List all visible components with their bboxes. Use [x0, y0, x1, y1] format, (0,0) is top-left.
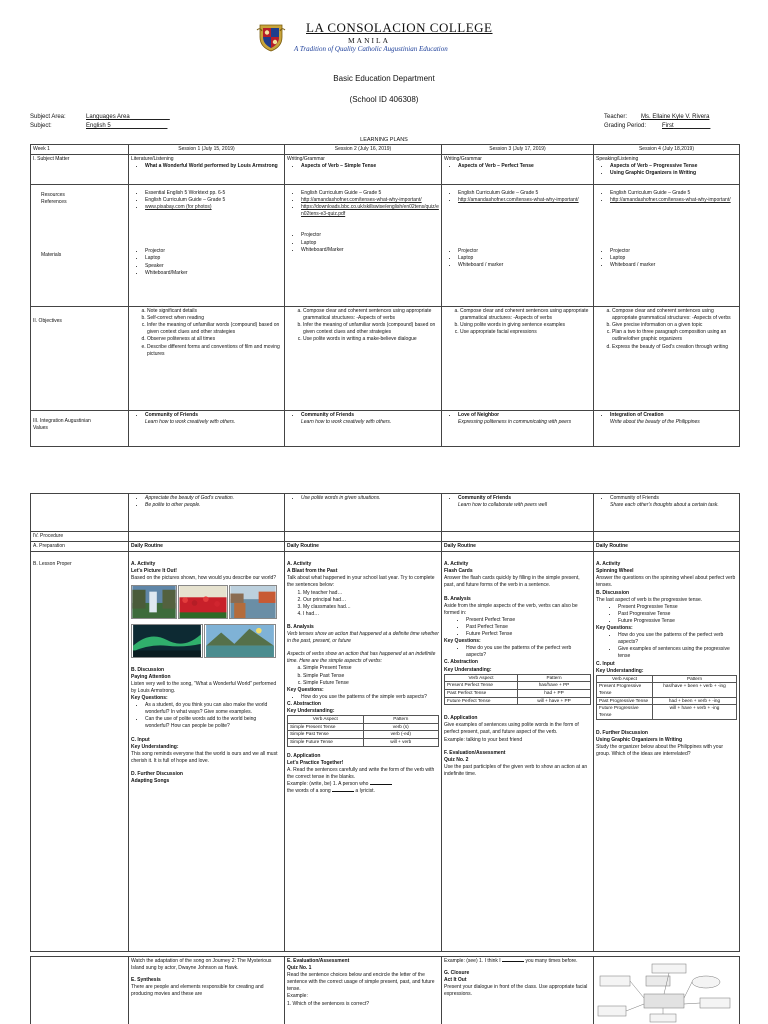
table-row [288, 716, 439, 724]
page-3 [0, 954, 768, 1024]
table-cell: will + verb [363, 739, 439, 747]
table-cell: Present Perfect Tense [445, 682, 518, 690]
cell [129, 494, 285, 532]
list-item: • Laptop [301, 240, 439, 247]
session-3-continued [442, 957, 594, 1024]
cell [442, 307, 594, 411]
cell [129, 307, 285, 411]
learning-plans-title: LEARNING PLANS [360, 137, 408, 143]
further-title: Using Graphic Organizers in Writing [596, 736, 683, 743]
list-item: c. Infer the meaning of unfamiliar words (compound) based on given context clues and other strategies [147, 322, 282, 336]
cell [442, 185, 594, 307]
skill-type: Speaking/Listening [596, 156, 639, 163]
topic: Using Graphic Organizers in Writing [610, 170, 697, 177]
application-text: Give examples of sentences using polite words in the form of perfect present, past, and future aspect of the verb. [444, 722, 579, 736]
school-id: (School ID 406308) [349, 95, 419, 104]
answer-blank [370, 784, 392, 785]
empty-cell [442, 532, 594, 542]
discussion-heading: B. Discussion [596, 589, 630, 596]
application-text: A. Read the sentences carefully and write the form of the verb with the correct tense in the blanks. [287, 766, 435, 781]
list-item: b. Using polite words in giving sentence examples [460, 322, 591, 329]
cell [594, 494, 740, 532]
activity-heading: A. Activity [444, 561, 469, 568]
further-heading: D. Further Discussion [131, 770, 183, 777]
table-row [597, 683, 737, 697]
activity-title: Spinning Wheel [596, 568, 634, 575]
session-2-procedure [285, 552, 442, 952]
learning-plan-table-2 [30, 493, 740, 952]
list-item: • Past Perfect Tense [466, 624, 591, 631]
list-item: d. Observe politeness at all times [147, 336, 282, 343]
discussion-text: The last aspect of verb is the progressive tense. [596, 596, 703, 603]
value-text: Learn how to work creatively with others. [145, 419, 236, 426]
discussion-text: Listen very well to the song, "What a Wonderful World" performed by Louis Armstrong. [131, 680, 277, 694]
activity-heading: A. Activity [596, 561, 621, 568]
table-row [288, 731, 439, 739]
daily-routine: Daily Routine [442, 542, 594, 552]
list-item: • Whiteboard / marker [458, 262, 591, 269]
input-text: This song reminds everyone that the world is ours and we all must cherish it. It is full of hope and love. [131, 750, 278, 764]
analysis-text: Aside from the simple aspects of the verb, verbs can also be formed in: [444, 602, 578, 616]
mini-header: Verb Aspect [288, 716, 364, 724]
topic: Aspects of Verb – Simple Tense [301, 163, 377, 170]
session-4-header: Session 4 (July 18,2019) [594, 145, 740, 155]
application-heading: D. Application [444, 715, 478, 722]
table-cell: has/have + PP [518, 682, 591, 690]
synthesis-heading: E. Synthesis [131, 977, 161, 984]
table-cell: Simple Present Tense [288, 723, 364, 731]
activity-title: Flash Cards [444, 568, 473, 575]
cell [285, 494, 442, 532]
resources-materials-label [31, 185, 129, 307]
mini-header: Pattern [653, 675, 737, 683]
cell [285, 155, 442, 185]
subject-area-value: Languages Area [86, 114, 130, 120]
grading-field: Grading Period: First___________ [604, 123, 711, 129]
list-item: • Can the use of polite words add to the world being wonderful? How can people be polite? [145, 716, 282, 730]
session-3-procedure [442, 552, 594, 952]
list-item: b. Infer the meaning of unfamiliar words (compound) based on given context clues and other strategies [303, 322, 439, 336]
preparation-label: A. Preparation [31, 542, 129, 552]
value-text: Be polite to other people. [145, 502, 201, 509]
analysis-heading: B. Analysis [287, 623, 314, 630]
college-seal-icon [256, 22, 286, 52]
page-2 [0, 476, 768, 946]
table-cell: Past Perfect Tense [445, 689, 518, 697]
abstraction-heading: C. Abstraction [287, 700, 321, 707]
session-1-procedure [129, 552, 285, 952]
skill-type: Writing/Grammar [444, 156, 482, 163]
key-questions-label: Key Questions: [596, 625, 633, 632]
subject-label: Subject: [30, 123, 52, 129]
input-heading: C. Input [596, 660, 615, 667]
list-item: d. Express the beauty of God's creation through writing [612, 344, 737, 351]
table-row [445, 689, 591, 697]
skill-type: Writing/Grammar [287, 156, 325, 163]
resources-row [31, 185, 740, 307]
pixabay-link[interactable]: www.pixabay.com (for photos) [145, 204, 212, 211]
mini-header: Pattern [363, 716, 439, 724]
activity-title: Let's Picture It Out! [131, 568, 177, 575]
list-item: 2. Our principal had… [303, 597, 439, 604]
session-3-header: Session 3 (July 17, 2019) [442, 145, 594, 155]
further-title: Adapting Songs [131, 777, 170, 784]
table-cell: Present Progressive Tense [597, 683, 653, 697]
table-cell: had + been + verb + -ing [653, 697, 737, 705]
mini-header: Verb Aspect [597, 675, 653, 683]
list-item: • Essential English 5 Worktext pp. 6-5 [145, 190, 282, 197]
amandashofner-link[interactable]: http://amandashofner.com/tenses-what-why-important/ [610, 197, 731, 204]
application-heading: D. Application [287, 752, 321, 759]
cell [594, 307, 740, 411]
department-title: Basic Education Department [333, 74, 435, 83]
amandashofner-link[interactable]: http://amandashofner.com/tenses-what-why-important/ [458, 197, 579, 204]
daily-routine: Daily Routine [285, 542, 442, 552]
table-cell: Future Progressive Tense [597, 705, 653, 719]
list-item: • How do you use the patterns of the simple verb aspects? [301, 694, 439, 701]
evaluation-heading: E. Evaluation/Assessment [287, 958, 350, 964]
amandashofner-link[interactable]: http://amandashofner.com/tenses-what-why-important/ [301, 197, 422, 204]
table-cell: has/have + been + verb + -ing [653, 683, 737, 697]
example-label: Example: [287, 993, 308, 1000]
example-text: you many times before. [525, 958, 578, 964]
list-item: e. Describe different forms and conventions of film and moving pictures [147, 344, 282, 358]
list-item: 3. My classmates had… [303, 604, 439, 611]
example-text: Example: (see) 1. I think I [444, 958, 501, 964]
list-item: 4. I had… [303, 611, 439, 618]
adaptation-text: Watch the adaptation of the song on Journey 2: The Mysterious Island sung by actor, Dwayne Johnson as Hawk. [131, 958, 272, 972]
activity-text: Talk about what happened in your school last year. Try to complete the sentences below: [287, 575, 435, 589]
table-cell: verb (-ed) [363, 731, 439, 739]
session-1-continued [129, 957, 285, 1024]
preparation-row [31, 542, 740, 552]
key-understanding-label: Key Understanding: [287, 707, 335, 714]
closure-text: Present your dialogue in front of the class. Use appropriate facial expressions. [444, 984, 588, 998]
quiz-title: Quiz No. 2 [444, 756, 469, 763]
table-row [445, 682, 591, 690]
topic: Aspects of Verb – Progressive Tense [610, 163, 698, 170]
table-cell: verb (s) [363, 723, 439, 731]
learning-plan-table-1 [30, 144, 740, 447]
list-item: • How do you use the patterns of the perfect verb aspects? [618, 632, 737, 646]
value-text: Write about the beauty of the Philippines [610, 419, 700, 426]
lake-city-photo [229, 585, 277, 619]
application-title: Let's Practice Together! [287, 759, 344, 766]
college-city: MANILA [348, 36, 390, 45]
list-item: • Projector [610, 248, 737, 255]
table-cell: Future Perfect Tense [445, 697, 518, 705]
table-cell: had + PP [518, 689, 591, 697]
question-text: 1. Which of the sentences is correct? [287, 1000, 369, 1007]
list-item: • How do you use the patterns of the perfect verb aspects? [466, 645, 591, 659]
value-title: Love of Neighbor [458, 412, 500, 419]
skill-type: Literature/Listening [131, 156, 174, 163]
subject-matter-row [31, 155, 740, 185]
cell [285, 411, 442, 447]
row-label: III. Integration Augustinian Values [33, 418, 91, 432]
subject-matter-label [31, 155, 129, 185]
key-understanding-label: Key Understanding: [131, 743, 179, 750]
lesson-proper-row [31, 552, 740, 952]
discussion-heading: B. Discussion [131, 666, 165, 673]
session-2-continued [285, 957, 442, 1024]
discussion-title: Paying Attention [131, 673, 171, 680]
answer-blank [502, 961, 524, 962]
list-item: • English Curriculum Guide – Grade 5 [458, 190, 591, 197]
list-item: • Give examples of sentences using the progressive tense [618, 646, 737, 660]
aurora-photo [131, 624, 203, 658]
procedure-row [31, 532, 740, 542]
list-item: • Laptop [145, 255, 282, 262]
daily-routine: Daily Routine [594, 542, 740, 552]
table-row [597, 675, 737, 683]
procedure-label: IV. Procedure [31, 532, 129, 542]
grading-label: Grading Period: [604, 123, 647, 129]
key-questions-label: Key Questions: [444, 638, 481, 645]
empty-cell [31, 494, 129, 532]
quiz-title: Quiz No. 1 [287, 965, 312, 972]
abstraction-heading: C. Abstraction [444, 659, 478, 666]
example-text: the words of a song [287, 788, 331, 795]
cell [129, 411, 285, 447]
page-1 [0, 0, 768, 468]
list-item: • Whiteboard / marker [610, 262, 737, 269]
closure-title: Act It Out [444, 977, 467, 984]
table-cell: Simple Future Tense [288, 739, 364, 747]
list-item: c. Plan a two to three paragraph composition using an outline/other graphic organizers [612, 329, 737, 343]
college-name: LA CONSOLACION COLLEGE [306, 20, 493, 35]
topic: What a Wonderful World performed by Louis Armstrong [145, 163, 278, 170]
key-questions-label: Key Questions: [131, 695, 168, 702]
aspects-text: Aspects of verbs show an action that has happened at an indefinite time. Here are the simple aspects of verbs: [287, 651, 436, 665]
simple-tense-table [287, 715, 439, 747]
table-row [288, 739, 439, 747]
list-item: • As a student, do you think you can also make the world wonderful? In what ways? Give some examples. [145, 702, 282, 716]
list-item: 1. My teacher had… [303, 590, 439, 597]
list-item: c. Use polite words in writing a make-believe dialogue [303, 336, 439, 343]
list-item: • English Curriculum Guide – Grade 5 [301, 190, 439, 197]
table-row [597, 705, 737, 719]
daily-routine: Daily Routine [129, 542, 285, 552]
value-text: Use polite words in given situations. [301, 495, 381, 501]
value-title: Community of Friends [301, 412, 355, 419]
teacher-label: Teacher: [604, 114, 628, 120]
value-title: Community of Friends [145, 412, 199, 419]
list-item: • English Curriculum Guide – Grade 5 [145, 197, 282, 204]
list-item: • Projector [145, 248, 282, 255]
cell [594, 185, 740, 307]
row-label: II. Objectives [33, 318, 62, 325]
activity-heading: A. Activity [287, 561, 312, 568]
grading-value: First [662, 123, 674, 129]
list-item: b. Self-correct when reading [147, 315, 282, 322]
row-label: B. Lesson Proper [33, 561, 72, 568]
answer-blank [332, 791, 354, 792]
activity-text: Based on the pictures shown, how would you describe our world? [131, 575, 277, 582]
integration-label [31, 411, 129, 447]
topic: Aspects of Verb – Perfect Tense [458, 163, 534, 170]
analysis-text: Verb tenses show an action that happened at a definite time whether in the past, present, or future [287, 631, 439, 645]
list-item: • Projector [458, 248, 591, 255]
table-cell: will + have + PP [518, 697, 591, 705]
table-header-row [31, 145, 740, 155]
empty-cell [594, 532, 740, 542]
philippines-graphic-organizer [596, 962, 736, 1024]
resources-label: Resources References [41, 192, 67, 206]
list-item: • Future Perfect Tense [466, 631, 591, 638]
list-item: a. Simple Present Tense [303, 665, 439, 672]
activity-text: Answer the flash cards quickly by filling in the simple present, past, and future forms of the verb in a sentence. [444, 575, 580, 589]
college-tagline: A Tradition of Quality Catholic Augustinian Education [294, 45, 448, 53]
waterfall-photo [131, 585, 177, 619]
table-cell: Simple Past Tense [288, 731, 364, 739]
synthesis-text: There are people and elements responsible for creating and producing movies and these are [131, 984, 264, 998]
value-text: Share each other's thoughts about a certain task. [610, 502, 719, 509]
key-questions-label: Key Questions: [287, 686, 324, 693]
bbc-quiz-link[interactable]: https://downloads.bbc.co.uk/skillswise/english/en02tens/quiz/en02tens-e3-quiz.pdf [301, 204, 439, 218]
mountain-lake-photo [204, 624, 276, 658]
cell [285, 307, 442, 411]
values-continued-row [31, 494, 740, 532]
list-item: c. Simple Future Tense [303, 680, 439, 687]
session-1-header: Session 1 (July 15, 2019) [129, 145, 285, 155]
mini-header: Verb Aspect [445, 674, 518, 682]
mini-header: Pattern [518, 674, 591, 682]
list-item: b. Simple Past Tense [303, 673, 439, 680]
integration-row [31, 411, 740, 447]
session-2-header: Session 2 (July 16, 2019) [285, 145, 442, 155]
empty-cell [31, 957, 129, 1024]
list-item: • Past Progressive Tense [618, 611, 737, 618]
activity-heading: A. Activity [131, 561, 156, 568]
empty-cell [129, 532, 285, 542]
cell [129, 155, 285, 185]
table-row [288, 723, 439, 731]
list-item: • Present Progressive Tense [618, 604, 737, 611]
list-item: a. Note significant details [147, 308, 282, 315]
table-row [445, 674, 591, 682]
materials-label: Materials [41, 252, 62, 259]
document-header [0, 0, 768, 163]
value-text: Learn how to collaborate with peers well [458, 502, 547, 509]
week-header: Week 1 [31, 145, 129, 155]
list-item: • English Curriculum Guide – Grade 5 [610, 190, 737, 197]
value-text: Learn how to work creatively with others. [301, 419, 392, 426]
activity-title: A Blast from the Past [287, 568, 338, 575]
list-item: b. Give precise information on a given topic [612, 322, 737, 329]
list-item: • Projector [301, 232, 439, 239]
cell [285, 185, 442, 307]
list-item: • Whiteboard/Marker [145, 270, 282, 277]
teacher-value: Ms. Ellaine Kyle V. Rivera [641, 114, 710, 120]
value-text: Expressing politeness in communicating with peers [458, 419, 572, 426]
closure-heading: G. Closure [444, 970, 470, 977]
objectives-label [31, 307, 129, 411]
perfect-tense-table [444, 674, 591, 706]
quiz-text: Read the sentence choices below and encircle the letter of the sentence with the correct usage of simple present, past, and future tense. [287, 972, 435, 993]
cell [442, 494, 594, 532]
teacher-field [604, 114, 709, 120]
list-item: • Present Perfect Tense [466, 617, 591, 624]
list-item: • Whiteboard/Marker [301, 247, 439, 254]
cell [442, 155, 594, 185]
world-photos [131, 584, 281, 660]
quiz-text: Use the past participles of the given verb to show an action at an indefinite time. [444, 763, 588, 777]
value-title: Community of Friends [610, 495, 659, 501]
session-4-procedure [594, 552, 740, 952]
value-title: Integration of Creation [610, 412, 664, 419]
list-item: c. Use appropriate facial expressions [460, 329, 591, 336]
key-understanding-label: Key Understanding: [596, 667, 644, 674]
cell [129, 185, 285, 307]
subject-field: Subject: English 5_________________ [30, 123, 168, 129]
subject-value: English 5 [86, 123, 111, 129]
lesson-proper-label [31, 552, 129, 952]
list-item: • Laptop [458, 255, 591, 262]
example-text: Example: talking to your best friend [444, 736, 523, 743]
list-item: • Laptop [610, 255, 737, 262]
further-text: Study the organizer below about the Philippines with your group. Which of the ideas are interrelated? [596, 743, 724, 757]
evaluation-heading: F. Evaluation/Assessment [444, 749, 506, 756]
table-cell: will + have + verb + -ing [653, 705, 737, 719]
input-heading: C. Input [131, 736, 150, 743]
progressive-tense-table [596, 675, 737, 720]
table-row [445, 697, 591, 705]
list-item: a. Compose clear and coherent sentences using appropriate grammatical structures: -Aspects of verbs [460, 308, 591, 322]
key-understanding-label: Key Understanding: [444, 666, 492, 673]
value-title: Community of Friends [458, 495, 512, 501]
objectives-row [31, 307, 740, 411]
cell [594, 155, 740, 185]
list-item: a. Compose clear and coherent sentences using appropriate grammatical structures: -Aspects of verbs [303, 308, 439, 322]
activity-text: Answer the questions on the spinning wheel about perfect verb tenses. [596, 575, 736, 589]
value-text: Appreciate the beauty of God's creation. [145, 495, 235, 501]
row-label: I. Subject Matter [33, 156, 70, 163]
cell [442, 411, 594, 447]
subject-area-field: Subject Area: Languages Area____________ [30, 114, 170, 120]
example-text: a lyricist. [355, 788, 375, 795]
tulip-field-photo [178, 585, 228, 619]
subject-area-label: Subject Area: [30, 114, 66, 120]
list-item: • Speaker [145, 263, 282, 270]
table-row [597, 697, 737, 705]
cell [594, 411, 740, 447]
table-cell: Past Progressive Tense [597, 697, 653, 705]
further-heading: D. Further Discussion [596, 729, 648, 736]
list-item: a. Compose clear and coherent sentences using appropriate grammatical structures: -Aspects of verbs [612, 308, 737, 322]
empty-cell [285, 532, 442, 542]
list-item: • Future Progressive Tense [618, 618, 737, 625]
analysis-heading: B. Analysis [444, 595, 471, 602]
example-text: Example: (write, be) 1. A person who [287, 781, 369, 788]
